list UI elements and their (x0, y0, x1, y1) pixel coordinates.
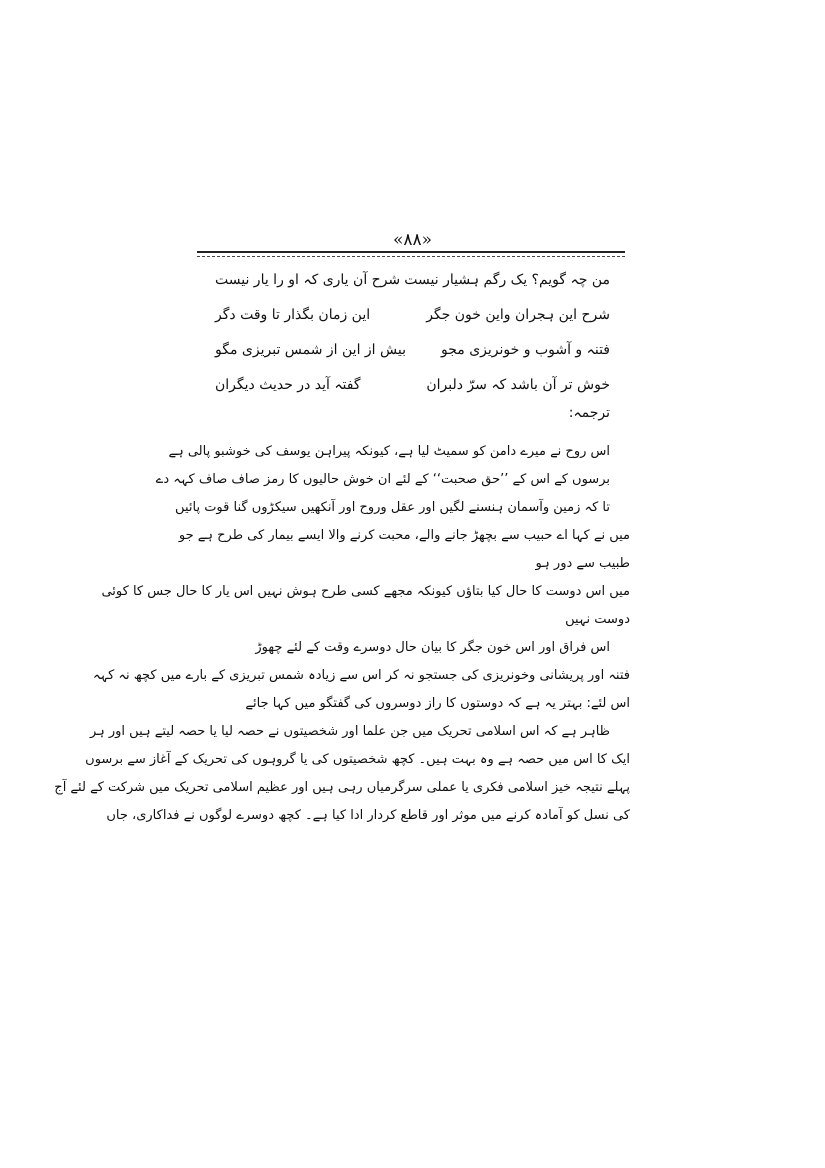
poem-hemistich-second: گفتہ آید در حدیث دیگران (215, 376, 361, 393)
poem-couplet (215, 297, 610, 332)
verse-translation-line: طبیب سے دور ہو (535, 556, 630, 571)
verse-translation-line: میں اس دوست کا حال کیا بتاؤں کیونکہ مجھے کسی طرح ہوش نہیں اس یار کا حال جس کا کوئی (101, 584, 630, 599)
poem-couplet (215, 367, 610, 402)
poem-hemistich-second: شرح آن یاری کہ او را یار نیست (215, 271, 401, 288)
poem-hemistich-first: من چہ گویم؟ یک رگم ہشیار نیست (404, 271, 610, 288)
verse-translation-line: میں نے کہا اے حبیب سے بچھڑ جانے والے، محبت کرنے والا ایسے بیمار کی طرح ہے جو (178, 528, 630, 543)
header-rule (197, 251, 625, 257)
verse-translation-line: اس لئے: بہتر یہ ہے کہ دوستوں کا راز دوسروں کی گفتگو میں کہا جائے (245, 696, 630, 711)
verse-translation-line: دوست نہیں (565, 612, 630, 627)
poem (215, 262, 610, 402)
poem-hemistich-second: بیش از این از شمس تبریزی مگو (215, 341, 406, 358)
body-text (54, 438, 630, 830)
page-number: «۸۸» (392, 230, 433, 250)
poem-couplet (215, 262, 610, 297)
verse-translation-line: اس روح نے میرے دامن کو سمیٹ لیا ہے، کیونکہ پیراہن یوسف کی خوشبو پالی ہے (168, 444, 610, 459)
poem-hemistich-first: خوش تر آن باشد کہ سرّ دلبران (426, 376, 610, 393)
verse-translation-line: فتنہ اور پریشانی وخونریزی کی جستجو نہ کر اس سے زیادہ شمس تبریزی کے بارے میں کچھ نہ کہہ (92, 668, 630, 683)
poem-couplet (215, 332, 610, 367)
poem-hemistich-second: این زمان بگذار تا وقت دگر (215, 306, 371, 323)
verse-translation-line: تا کہ زمین وآسمان ہنسنے لگیں اور عقل وروح اور آنکھیں سیکڑوں گنا قوت پائیں (175, 500, 610, 515)
poem-hemistich-first: فتنہ و آشوب و خونریزی مجو (440, 341, 610, 358)
verse-translation-line: برسوں کے اس کے ’’حق صحبت‘‘ کے لئے ان خوش حالیوں کا رمز صاف صاف کہہ دے (155, 472, 610, 487)
paragraph-line: کی نسل کو آمادہ کرنے میں موثر اور قاطع کردار ادا کیا ہے۔ کچھ دوسرے لوگوں نے فداکاری، جاں (106, 808, 630, 823)
translation-label: ترجمہ: (568, 405, 610, 421)
paragraph-line: ظاہر ہے کہ اس اسلامی تحریک میں جن علما اور شخصیتوں نے حصہ لیا یا حصہ لیتے ہیں اور ہر (89, 724, 610, 739)
poem-hemistich-first: شرح این ہجران واین خون جگر (426, 306, 610, 323)
paragraph-line: ایک کا اس میں حصہ ہے وہ بہت ہیں۔ کچھ شخصیتوں کی یا گروہوں کی تحریک کے آغاز سے برسوں (85, 752, 630, 767)
verse-translation-line: اس فراق اور اس خون جگر کا بیان حال دوسرے وقت کے لئے چھوڑ (255, 640, 610, 655)
paragraph-line: پہلے نتیجہ خیز اسلامی فکری یا عملی سرگرمیاں رہی ہیں اور عظیم اسلامی تحریک میں شرکت کے لئے آج (54, 780, 630, 795)
